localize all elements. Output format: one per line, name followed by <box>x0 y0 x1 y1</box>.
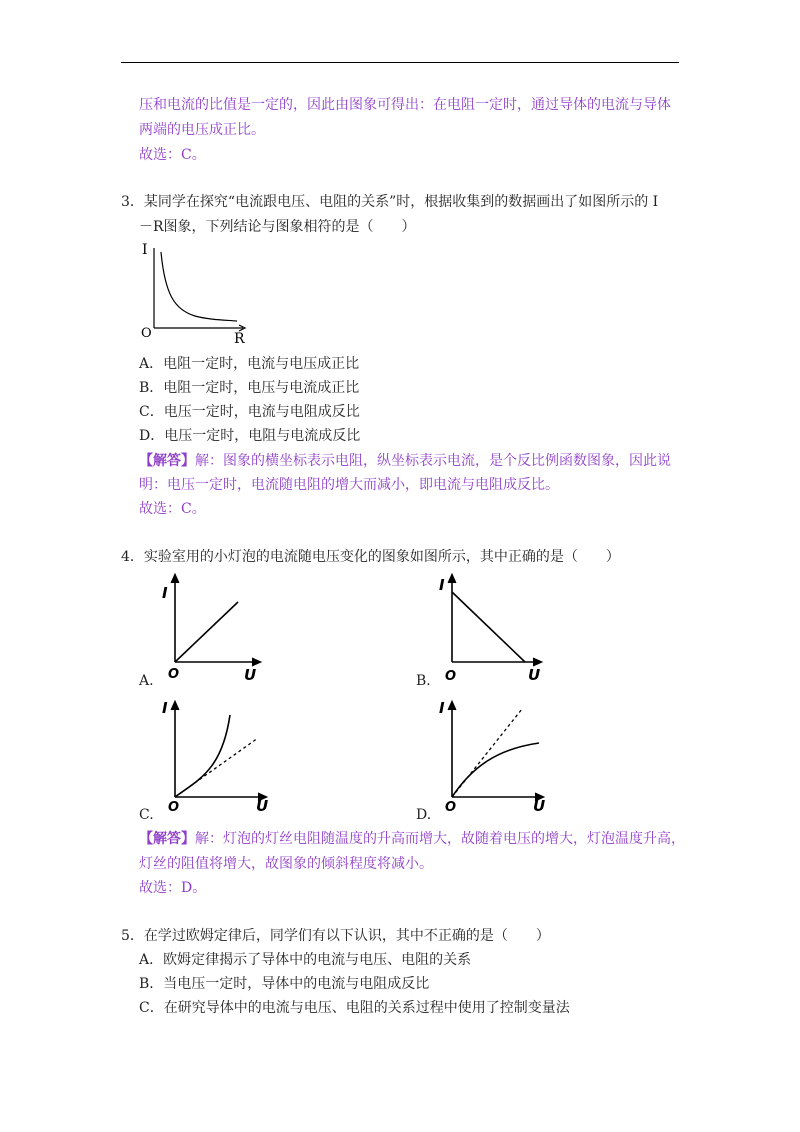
q4-c-origin: O <box>168 800 180 815</box>
q4-b-line <box>452 592 525 662</box>
q3-stem-line-1: 3．某同学在探究“电流跟电压、电阻的关系”时，根据收集到的数据画出了如图所示的 I <box>121 194 659 210</box>
prev-analysis-line-2: 两端的电压成正比。 <box>139 122 265 138</box>
q4-c-curve <box>175 715 230 797</box>
q4-c-y-label: I <box>162 699 168 717</box>
q4-graph-a <box>160 570 270 684</box>
q4-d-y-label: I <box>439 699 445 717</box>
q3-option-d: D．电压一定时，电阻与电流成反比 <box>139 428 361 444</box>
q4-analysis-line-2: 灯丝的阻值将增大，故图象的倾斜程度将减小。 <box>139 856 433 872</box>
q4-d-origin: O <box>445 800 457 815</box>
q4-option-b-label: B. <box>416 673 431 689</box>
q4-a-origin: O <box>168 667 180 682</box>
q3-graph <box>135 240 255 345</box>
q4-stem: 4．实验室用的小灯泡的电流随电压变化的图象如图所示，其中正确的是（ ） <box>121 549 620 565</box>
q3-analysis-line-1 <box>139 452 671 470</box>
q4-option-a-label: A. <box>139 673 154 689</box>
q4-option-d-label: D. <box>416 807 432 823</box>
q3-analysis-line-2: 明：电压一定时，电流随电阻的增大而减小，即电流与电阻成反比。 <box>139 477 559 493</box>
q3-analysis-text: 解：图象的横坐标表示电阻，纵坐标表示电流，是个反比例函数图象，因此说 <box>195 453 671 469</box>
q4-a-y-label: I <box>162 584 168 602</box>
q4-analysis-tag: 【解答】 <box>139 831 195 847</box>
header-rule <box>121 62 679 63</box>
q4-graph-b <box>437 570 547 684</box>
q3-option-a: A．电阻一定时，电流与电压成正比 <box>139 356 360 372</box>
q4-a-line <box>175 602 238 662</box>
q4-analysis-text: 解：灯泡的灯丝电阻随温度的升高而增大，故随着电压的增大，灯泡温度升高， <box>195 831 685 847</box>
q3-option-b: B．电阻一定时，电压与电流成正比 <box>139 380 360 396</box>
q3-option-c: C．电压一定时，电流与电阻成反比 <box>139 404 360 420</box>
q4-b-origin: O <box>445 669 457 684</box>
q5-option-b: B．当电压一定时，导体中的电流与电阻成反比 <box>139 976 430 992</box>
q4-d-curve <box>452 743 539 797</box>
q4-a-x-label: U <box>244 666 257 684</box>
q3-answer: 故选：C。 <box>139 501 206 517</box>
q4-graph-d <box>437 697 552 815</box>
q3-stem-line-2: －R图象，下列结论与图象相符的是（ ） <box>139 219 416 235</box>
q3-curve <box>161 252 237 321</box>
q3-origin-label: O <box>141 326 152 341</box>
q5-option-c: C．在研究导体中的电流与电压、电阻的关系过程中使用了控制变量法 <box>139 1000 570 1016</box>
q4-b-x-label: U <box>528 666 541 684</box>
q4-b-y-label: I <box>439 576 445 594</box>
q3-x-label: R <box>234 331 245 347</box>
prev-analysis-line-1: 压和电流的比值是一定的，因此由图象可得出：在电阻一定时，通过导体的电流与导体 <box>139 97 671 113</box>
q5-stem: 5．在学过欧姆定律后，同学们有以下认识，其中不正确的是（ ） <box>121 928 550 944</box>
q4-c-x-label: U <box>256 797 269 815</box>
q5-option-a: A．欧姆定律揭示了导体中的电流与电压、电阻的关系 <box>139 952 472 968</box>
q4-option-c-label: C. <box>139 807 154 823</box>
q3-analysis-tag: 【解答】 <box>139 453 195 469</box>
q4-d-x-label: U <box>533 797 546 815</box>
q4-answer: 故选：D。 <box>139 880 207 896</box>
q4-graph-c <box>160 697 275 815</box>
q4-analysis-line-1 <box>139 830 685 848</box>
prev-answer: 故选：C。 <box>139 147 206 163</box>
q3-y-label: I <box>142 242 148 258</box>
